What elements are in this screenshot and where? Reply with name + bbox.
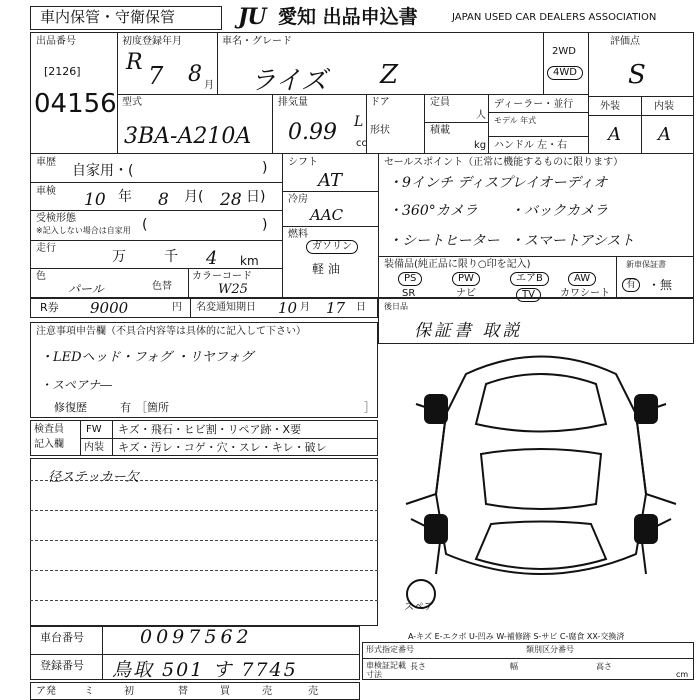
color-label: 色 <box>36 271 46 282</box>
registration-year-label: 初度登録年月 <box>122 36 182 47</box>
equip-ps: PS <box>398 272 422 286</box>
inspection-day: 28 <box>220 190 242 210</box>
delivery-note: ※記入しない場合は自家用 <box>36 226 131 235</box>
new-car-label: 新車保証書 <box>626 260 666 269</box>
inspector-fw: FW <box>86 424 102 435</box>
vin-label: 車検証記載 <box>366 661 406 670</box>
notes-line-1: ・LEDヘッド・フォグ ・リヤフォグ <box>40 350 254 365</box>
bottom-item-5: 買 <box>220 686 230 697</box>
model-name: ライズ <box>250 66 327 96</box>
equipment-label: 装備品(純正品に限り○印を記入) <box>384 259 531 270</box>
score-value: S <box>628 60 646 90</box>
registration-month: 8 <box>188 62 202 87</box>
inspection-month: 8 <box>158 190 169 210</box>
drive-2wd: 2WD <box>552 46 576 57</box>
repair-close: ］ <box>364 401 375 414</box>
inspection-year: 10 <box>84 190 106 210</box>
mileage-man: 万 <box>112 249 126 265</box>
notice-day: 17 <box>326 299 346 317</box>
history-value: 自家用・( <box>72 163 134 179</box>
inspector-label-2: 記入欄 <box>34 439 64 450</box>
repair-label: 修復歴 <box>54 401 87 414</box>
handle-label: ハンドル 左・右 <box>494 140 568 151</box>
cooling-value: AAC <box>310 206 344 224</box>
inspector-handwritten: 径ステッカー欠 <box>48 470 139 485</box>
load-unit: kg <box>474 140 487 151</box>
interior-value: A <box>658 124 671 145</box>
model-year-label: モデル 年式 <box>494 116 537 125</box>
exterior-value: A <box>608 124 621 145</box>
category-label: 類別区分番号 <box>526 645 574 654</box>
damage-legend: A-キズ E-エクボ U-凹み W-補修跡 S-サビ C-腐食 XX-交換済 <box>408 632 625 641</box>
equip-pw: PW <box>452 272 480 286</box>
color-value: パール <box>68 282 104 296</box>
plate-value: 鳥取 501 す 7745 <box>112 659 298 681</box>
registration-month-unit: 月 <box>204 80 214 91</box>
fuel-label: 燃料 <box>288 229 308 240</box>
inspector-label-1: 検査員 <box>34 424 64 435</box>
equip-tv: TV <box>516 288 541 302</box>
size-label: 寸法 <box>366 670 382 679</box>
chassis-value: 0097562 <box>140 626 253 648</box>
ticket-label: R券 <box>40 301 59 314</box>
new-car-yes: 有 <box>622 278 640 292</box>
delivery-open: ( <box>142 217 148 233</box>
sales-point-2: ・360°カメラ <box>388 203 478 219</box>
notes-line-2: ・スペアナ― <box>40 378 113 392</box>
color-repaint-label: 色替 <box>152 281 172 292</box>
bottom-item-3: 初 <box>124 686 134 697</box>
lot-label: 出品番号 <box>36 36 76 47</box>
sales-point-4: ・シートヒーター <box>388 233 500 249</box>
mileage-value: 4 <box>206 248 218 269</box>
mileage-sen: 千 <box>164 249 178 265</box>
door-label: ドア <box>370 97 390 108</box>
bottom-item-4: 替 <box>178 686 188 697</box>
notice-day-unit: 日 <box>356 302 366 313</box>
lot-small-number: [2126] <box>44 65 81 78</box>
car-diagram <box>396 344 686 614</box>
fuel-selected: ガソリン <box>306 240 358 254</box>
form-label: 形式指定番号 <box>366 645 414 654</box>
equip-aw: AW <box>568 272 596 286</box>
dim-length: 長さ <box>410 662 426 671</box>
load-label: 積載 <box>430 125 450 136</box>
repair-bracket: ［箇所 <box>136 401 169 414</box>
storage-tag-text: 車内保管・守衛保管 <box>40 8 176 26</box>
displacement-value: 0.99 <box>288 120 337 145</box>
inspection-year-unit: 年 <box>118 189 132 205</box>
notice-label: 名変通知期日 <box>196 302 256 313</box>
equip-navi: ナビ <box>456 288 476 299</box>
mileage-unit: km <box>240 254 259 268</box>
history-label: 車歴 <box>36 157 56 168</box>
ju-logo: JU <box>238 4 266 30</box>
bottom-item-2: ミ <box>84 686 94 697</box>
dim-width: 幅 <box>510 662 518 671</box>
cooling-label: 冷房 <box>288 194 308 205</box>
inspection-day-unit: 日) <box>246 189 266 205</box>
fuel-other: 軽 油 <box>312 262 340 276</box>
page-title-en: JAPAN USED CAR DEALERS ASSOCIATION <box>452 12 657 23</box>
delivery-label: 受検形態 <box>36 213 76 224</box>
model-grade: Z <box>380 60 399 90</box>
color-code-label: カラーコード <box>192 271 252 282</box>
delivery-close: ) <box>262 217 268 233</box>
sales-points-label: セールスポイント（正常に機能するものに限ります） <box>384 157 624 168</box>
mileage-label: 走行 <box>36 243 56 254</box>
chassis-label: 車台番号 <box>40 631 84 644</box>
equip-sr: SR <box>402 288 416 299</box>
capacity-label: 定員 <box>430 97 450 108</box>
color-code-value: W25 <box>218 282 248 297</box>
exterior-label: 外装 <box>600 101 620 112</box>
bottom-item-1: ア発 <box>36 686 56 697</box>
inspector-fw-text: キズ・飛石・ヒビ割・リペア跡・X要 <box>118 423 302 436</box>
displacement-label: 排気量 <box>278 97 308 108</box>
sales-point-1: ・9インチ ディスプレイオーディオ <box>388 175 608 191</box>
notes-label: 注意事項申告欄（不具合内容等は具体的に記入して下さい） <box>36 326 306 337</box>
bottom-item-7: 売 <box>308 686 318 697</box>
history-close: ) <box>262 160 268 176</box>
interior-label: 内装 <box>654 101 674 112</box>
dim-cm: cm <box>676 670 689 679</box>
sales-point-5: ・スマートアシスト <box>510 233 635 249</box>
model-label: 車名・グレード <box>222 36 292 47</box>
dim-height: 高さ <box>596 662 612 671</box>
inspection-month-unit: 月( <box>184 189 204 205</box>
later-items-label: 後日品 <box>384 302 408 311</box>
equip-seat: カワシート <box>560 288 610 299</box>
page-title: 愛知 出品申込書 <box>278 6 418 28</box>
displacement-mark: cc <box>356 138 367 149</box>
new-car-no: ・無 <box>648 278 673 292</box>
later-items-value: 保証書 取説 <box>414 321 523 341</box>
displacement-unit: L <box>354 114 364 130</box>
ticket-value: 9000 <box>90 299 129 317</box>
lot-number: 04156 <box>34 89 117 119</box>
sales-point-3: ・バックカメラ <box>510 203 608 219</box>
type-label: 型式 <box>122 97 142 108</box>
inspection-label: 車検 <box>36 186 56 197</box>
dealer-parallel: ディーラー・並行 <box>494 99 574 110</box>
score-label: 評価点 <box>610 36 640 47</box>
shift-value: AT <box>318 170 343 191</box>
spare-label: スペア <box>404 602 434 613</box>
type-value: 3BA-A210A <box>124 124 252 149</box>
equip-airbag: エアB <box>510 272 549 286</box>
shape-label: 形状 <box>370 125 390 136</box>
inspector-in-text: キズ・汚レ・コゲ・穴・スレ・キレ・破レ <box>118 441 327 454</box>
inspector-in: 内装 <box>84 442 104 453</box>
registration-era: R <box>126 50 143 75</box>
notice-month: 10 <box>278 299 298 317</box>
capacity-unit: 人 <box>476 110 486 121</box>
ticket-unit: 円 <box>172 302 182 313</box>
shift-label: シフト <box>288 157 318 168</box>
bottom-item-6: 売 <box>262 686 272 697</box>
repair-value: 有 <box>120 401 131 414</box>
registration-year: 7 <box>148 62 164 90</box>
notice-month-unit: 月 <box>300 302 310 313</box>
drive-4wd: 4WD <box>547 66 583 80</box>
plate-label: 登録番号 <box>40 659 84 672</box>
